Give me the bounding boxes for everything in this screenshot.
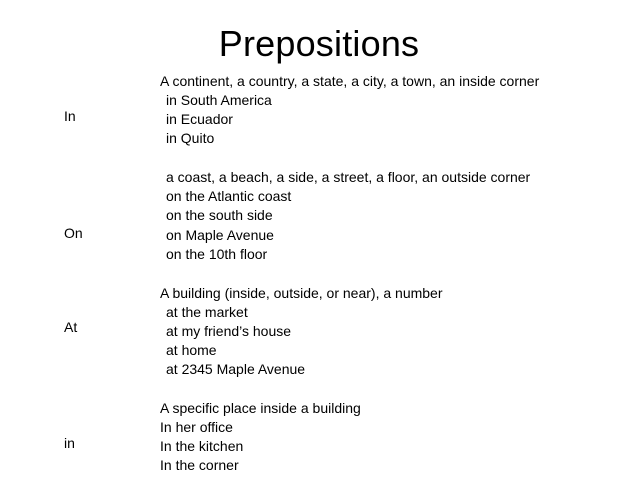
section-header-in-building: A specific place inside a building <box>160 400 361 416</box>
section-header-in: A continent, a country, a state, a city, a town, an inside corner <box>160 73 540 89</box>
example-line: at 2345 Maple Avenue <box>166 361 306 377</box>
page-title <box>0 22 638 66</box>
example-line: in Quito <box>166 130 215 146</box>
section-header-on: a coast, a beach, a side, a street, a floor, an outside corner <box>166 169 531 185</box>
example-line: In her office <box>160 419 233 435</box>
example-line: on the south side <box>166 207 273 223</box>
term-on: On <box>64 225 83 241</box>
example-line: on Maple Avenue <box>166 227 274 243</box>
section-header-at: A building (inside, outside, or near), a number <box>160 285 443 301</box>
example-line: on the Atlantic coast <box>166 188 292 204</box>
page-title-text: Prepositions <box>218 23 420 64</box>
term-in: In <box>64 108 76 124</box>
example-line: at my friend’s house <box>166 323 292 339</box>
example-line: In the kitchen <box>160 438 244 454</box>
example-line: In the corner <box>160 457 239 473</box>
example-line: in South America <box>166 92 272 108</box>
term-in-building: in <box>64 435 75 451</box>
example-line: at home <box>166 342 217 358</box>
term-at: At <box>64 319 78 335</box>
example-line: at the market <box>166 304 248 320</box>
example-line: on the 10th floor <box>166 246 268 262</box>
example-line: in Ecuador <box>166 111 233 127</box>
